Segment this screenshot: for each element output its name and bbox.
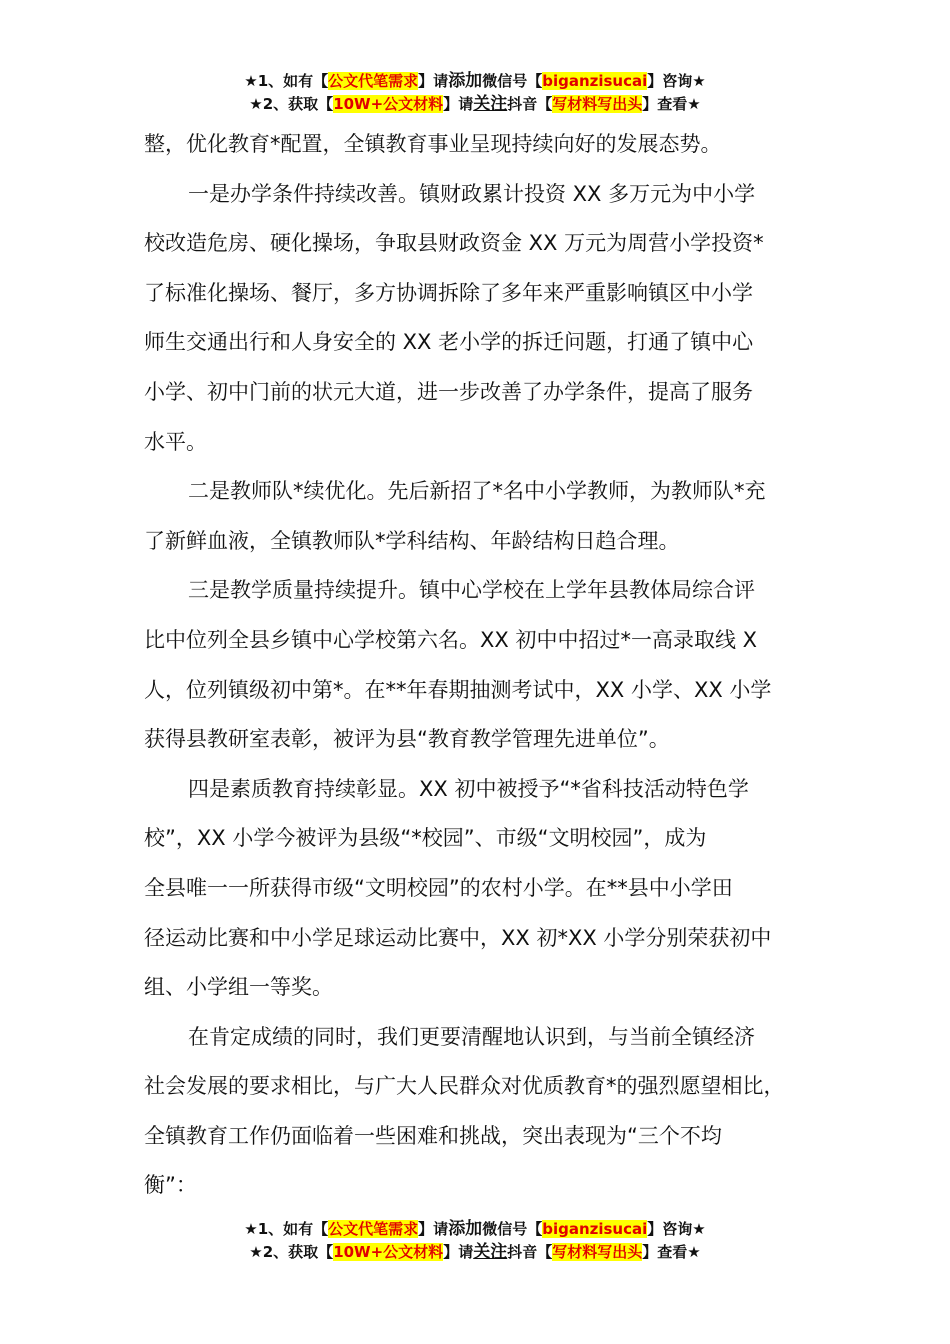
banner-text-emphasis: 关注 xyxy=(473,1242,508,1262)
bottom-banner-line-1 xyxy=(0,1218,950,1241)
banner-text: ★1、如有【 xyxy=(244,72,329,90)
text-line: 人，位列镇级初中第*。在**年春期抽测考试中，XX 小学、XX 小学 xyxy=(144,677,772,702)
top-banner-line-1 xyxy=(0,70,950,93)
banner-text: ★1、如有【 xyxy=(244,1220,329,1238)
banner-text: 微信号【 xyxy=(482,1220,543,1238)
bottom-banner-line-2 xyxy=(0,1241,950,1264)
banner-highlight-douyin: 写材料写出头 xyxy=(552,95,643,113)
banner-text: 微信号【 xyxy=(482,72,543,90)
banner-highlight-douyin: 写材料写出头 xyxy=(552,1243,643,1261)
text-line: 了新鲜血液，全镇教师队*学科结构、年龄结构日趋合理。 xyxy=(144,528,680,553)
text-line: 社会发展的要求相比，与广大人民群众对优质教育*的强烈愿望相比， xyxy=(144,1074,785,1099)
banner-text: 抖音【 xyxy=(507,1243,553,1261)
banner-highlight-materials: 10W+公文材料 xyxy=(333,95,444,113)
paragraph-heading-line: 二是教师队*续优化。先后新招了*名中小学教师，为教师队*充 xyxy=(188,479,766,504)
banner-text: 】请 xyxy=(443,95,474,113)
document-body xyxy=(144,120,814,1211)
text-line: 小学、初中门前的状元大道，进一步改善了办学条件，提高了服务 xyxy=(144,379,753,404)
banner-text: 】查看★ xyxy=(642,1243,701,1261)
banner-text-emphasis: 添加 xyxy=(448,71,483,91)
banner-highlight-service: 公文代笔需求 xyxy=(328,1220,419,1238)
text-line: 师生交通出行和人身安全的 XX 老小学的拆迁问题，打通了镇中心 xyxy=(144,330,754,355)
text-line: 全县唯一一所获得市级“文明校园”的农村小学。在**县中小学田 xyxy=(144,875,733,900)
banner-highlight-service: 公文代笔需求 xyxy=(328,72,419,90)
text-line: 径运动比赛和中小学足球运动比赛中，XX 初*XX 小学分别荣获初中 xyxy=(144,925,772,950)
banner-text: 】咨询★ xyxy=(647,1220,706,1238)
banner-text-emphasis: 添加 xyxy=(448,1219,483,1239)
banner-text: 】请 xyxy=(443,1243,474,1261)
paragraph-heading-line: 四是素质教育持续彰显。XX 初中被授予“*省科技活动特色学 xyxy=(188,776,749,801)
text-line: 组、小学组一等奖。 xyxy=(144,975,333,1000)
banner-text: 】请 xyxy=(418,72,449,90)
text-line: 获得县教研室表彰，被评为县“教育教学管理先进单位”。 xyxy=(144,727,670,752)
top-banner-line-2 xyxy=(0,93,950,116)
text-line: 比中位列全县乡镇中心学校第六名。XX 初中中招过*一高录取线 X xyxy=(144,627,758,652)
banner-text-emphasis: 关注 xyxy=(473,94,508,114)
paragraph-heading-line: 三是教学质量持续提升。镇中心学校在上学年县教体局综合评 xyxy=(188,578,755,603)
banner-text: ★2、获取【 xyxy=(249,95,334,113)
text-line: 水平。 xyxy=(144,429,207,454)
paragraph-first-line: 在肯定成绩的同时，我们更要清醒地认识到，与当前全镇经济 xyxy=(188,1024,755,1049)
banner-text: 抖音【 xyxy=(507,95,553,113)
text-line: 整，优化教育*配置，全镇教育事业呈现持续向好的发展态势。 xyxy=(144,132,722,156)
banner-highlight-wechat-id: biganzisucai xyxy=(542,72,648,90)
banner-highlight-wechat-id: biganzisucai xyxy=(542,1220,648,1238)
text-line: 全镇教育工作仍面临着一些困难和挑战，突出表现为“三个不均 xyxy=(144,1123,722,1148)
banner-text: ★2、获取【 xyxy=(249,1243,334,1261)
text-line: 了标准化操场、餐厅，多方协调拆除了多年来严重影响镇区中小学 xyxy=(144,280,753,305)
banner-text: 】查看★ xyxy=(642,95,701,113)
text-line: 校改造危房、硬化操场，争取县财政资金 XX 万元为周营小学投资* xyxy=(144,231,764,256)
banner-highlight-materials: 10W+公文材料 xyxy=(333,1243,444,1261)
paragraph-heading-line: 一是办学条件持续改善。镇财政累计投资 XX 多万元为中小学 xyxy=(188,181,756,206)
text-line: 校”，XX 小学今被评为县级“*校园”、市级“文明校园”，成为 xyxy=(144,826,707,851)
banner-text: 】请 xyxy=(418,1220,449,1238)
text-line: 衡”： xyxy=(144,1173,197,1198)
banner-text: 】咨询★ xyxy=(647,72,706,90)
